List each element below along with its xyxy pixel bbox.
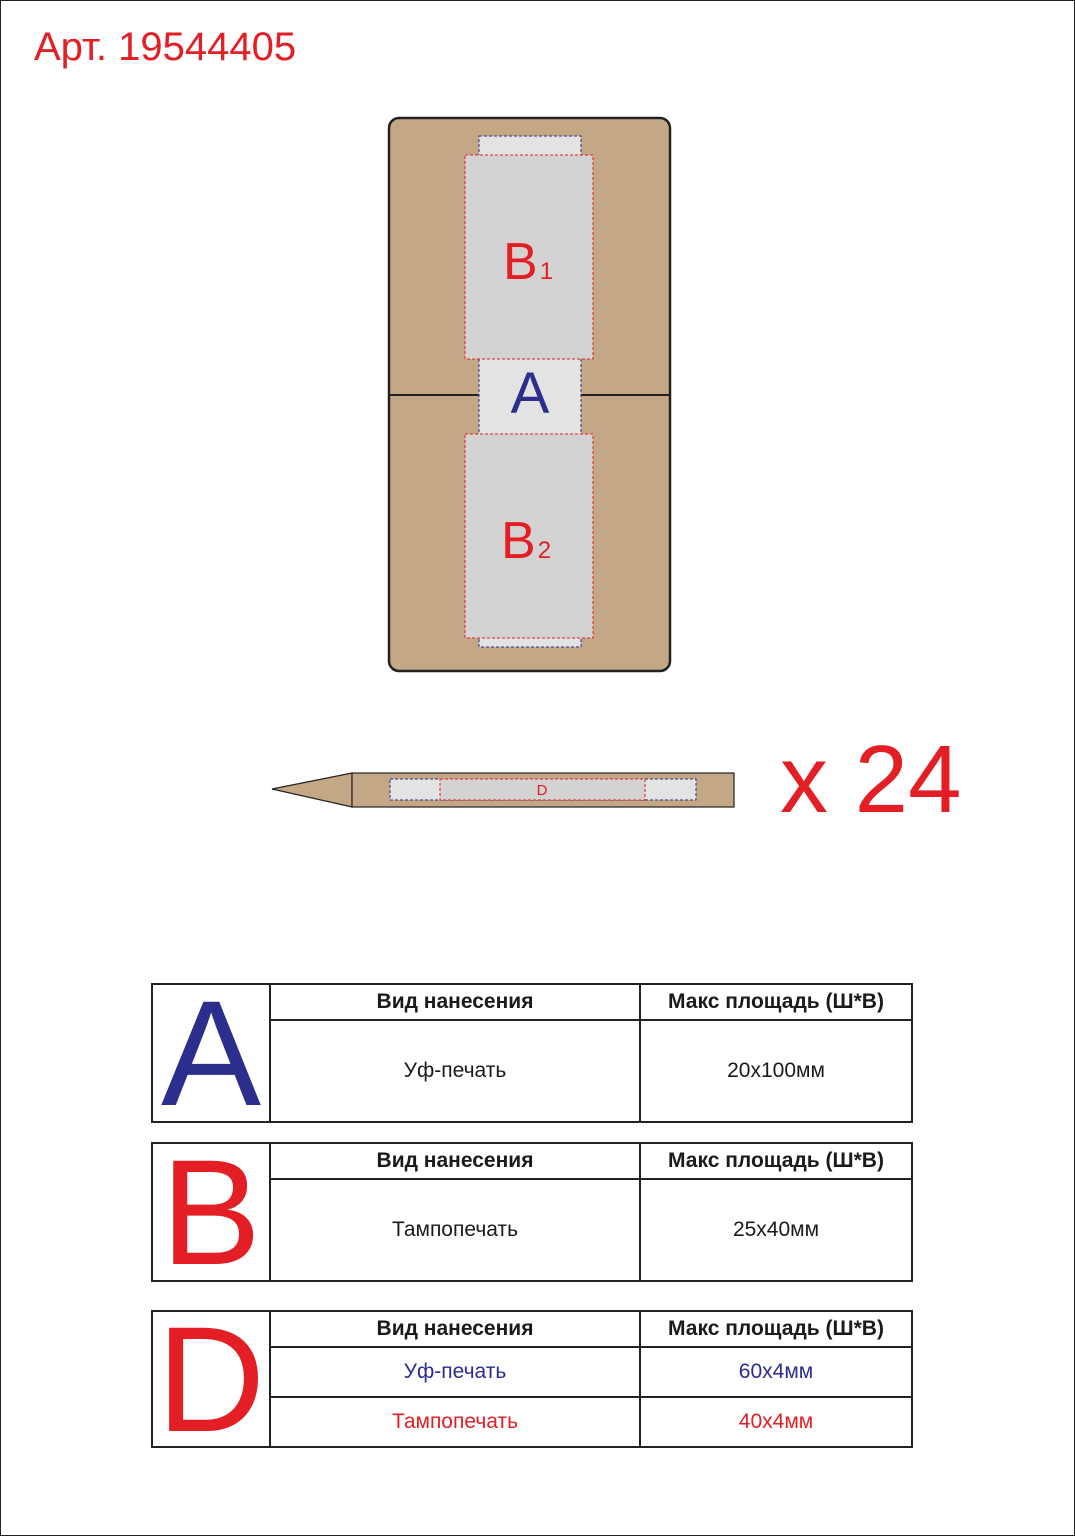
header-area: Макс площадь (Ш*В) xyxy=(640,984,912,1020)
zone-d-label: D xyxy=(536,782,548,799)
header-method: Вид нанесения xyxy=(270,984,640,1020)
spec-table-d xyxy=(151,1295,913,1463)
zone-b2-label: B2 xyxy=(501,512,552,570)
header-area: Макс площадь (Ш*В) xyxy=(640,1311,912,1347)
zone-a-label: A xyxy=(510,361,550,426)
method-cell: Тампопечать xyxy=(270,1397,640,1447)
quantity-label: x 24 xyxy=(780,726,962,833)
area-cell: 40х4мм xyxy=(640,1397,912,1447)
method-cell: Уф-печать xyxy=(270,1020,640,1122)
area-cell: 60х4мм xyxy=(640,1347,912,1397)
method-cell: Тампопечать xyxy=(270,1179,640,1281)
pencil-tip xyxy=(272,773,352,807)
spec-table-a xyxy=(151,969,913,1137)
table-letter: D xyxy=(152,1311,270,1447)
table-letter: A xyxy=(152,984,270,1122)
area-cell: 25х40мм xyxy=(640,1179,912,1281)
header-method: Вид нанесения xyxy=(270,1143,640,1179)
table-letter: B xyxy=(152,1143,270,1281)
area-cell: 20х100мм xyxy=(640,1020,912,1122)
article-number: Арт. 19544405 xyxy=(34,25,297,69)
pencil xyxy=(272,773,734,807)
method-cell: Уф-печать xyxy=(270,1347,640,1397)
header-method: Вид нанесения xyxy=(270,1311,640,1347)
zone-b1-label: B1 xyxy=(503,233,554,291)
spec-table-b xyxy=(151,1128,913,1296)
header-area: Макс площадь (Ш*В) xyxy=(640,1143,912,1179)
